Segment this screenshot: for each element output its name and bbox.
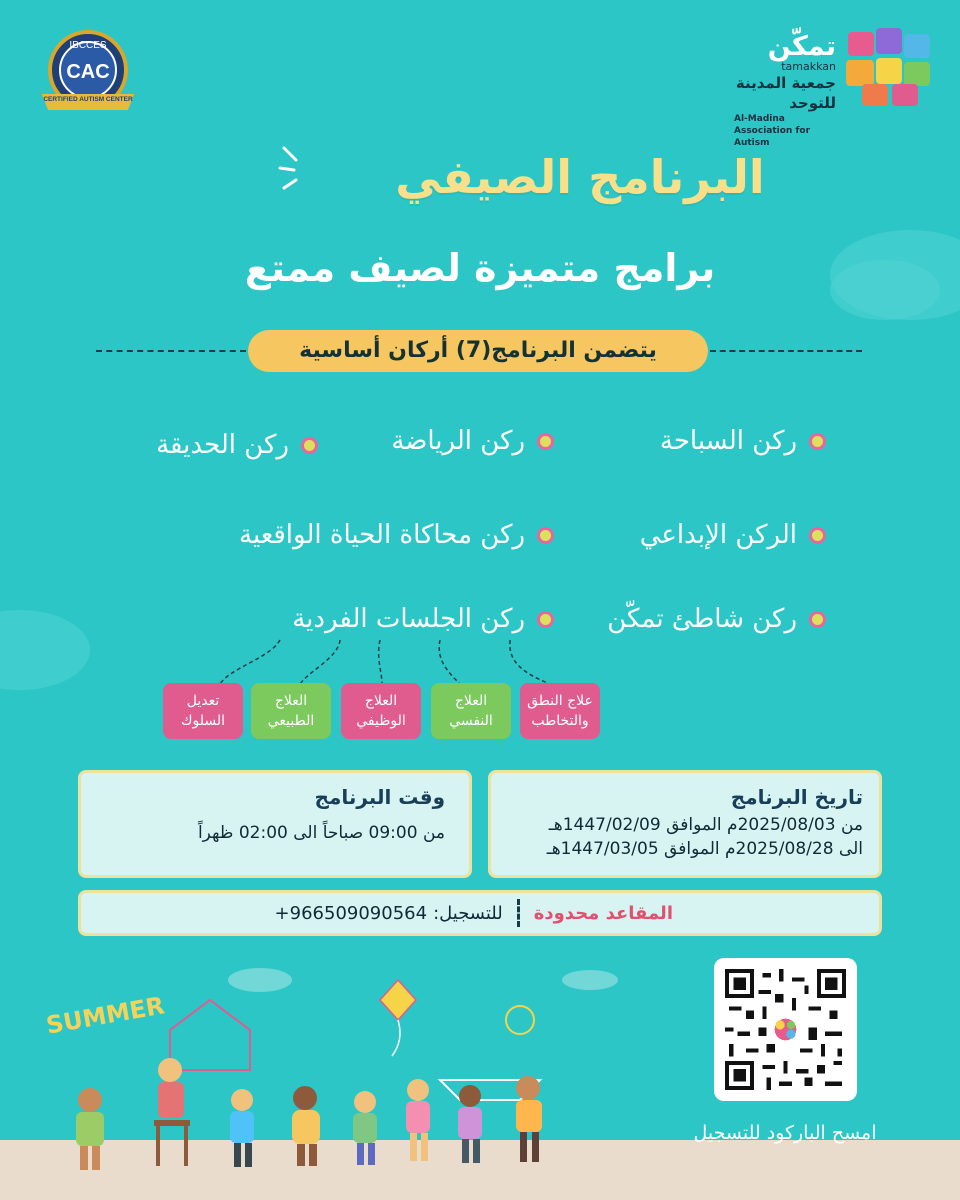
corner-label: ركن شاطئ تمكّن (607, 604, 797, 634)
summer-doodle-text: SUMMER (44, 991, 167, 1040)
bullet-icon (301, 437, 318, 454)
registration-qr-code[interactable] (714, 958, 857, 1101)
program-time-box (78, 770, 472, 878)
corner-label: ركن الجلسات الفردية (292, 604, 525, 634)
bullet-icon (537, 527, 554, 544)
components-banner (96, 330, 862, 370)
program-date-to: الى 2025/08/28م الموافق 1447/03/05هـ (546, 839, 863, 859)
therapy-tag: العلاج الوظيفي (341, 683, 421, 739)
children-drawing-illustration (20, 960, 660, 1180)
corner-label: ركن الحديقة (156, 430, 289, 460)
corner-label: ركن السباحة (659, 426, 797, 456)
corner-label: الركن الإبداعي (639, 520, 797, 550)
cert-mid-text: CAC (66, 61, 110, 83)
program-date-box (488, 770, 882, 878)
dashed-divider (710, 350, 862, 352)
program-date-from: من 2025/08/03م الموافق 1447/02/09هـ (548, 815, 863, 835)
bullet-icon (809, 527, 826, 544)
registration-label: للتسجيل: (433, 902, 503, 924)
corner-item (607, 604, 826, 634)
corner-item (391, 426, 554, 456)
page-subtitle: برامج متميزة لصيف ممتع (244, 246, 716, 290)
registration-bar (78, 890, 882, 936)
registration-phone[interactable]: +966509090564 (274, 902, 428, 924)
dashed-separator (517, 899, 520, 927)
program-date-title: تاريخ البرنامج (730, 785, 863, 809)
program-time-range: من 09:00 صباحاً الى 02:00 ظهراً (197, 823, 445, 843)
components-pill: يتضمن البرنامج(7) أركان أساسية (248, 330, 708, 372)
therapy-connector-lines (190, 636, 570, 688)
brand-logo (734, 28, 934, 148)
qr-code-icon (725, 969, 846, 1090)
corner-item (156, 430, 318, 460)
bullet-icon (537, 611, 554, 628)
page-title: البرنامج الصيفي (395, 150, 765, 204)
association-name-ar: جمعية المدينة للتوحد (735, 74, 836, 112)
cert-bottom-text: CERTIFIED AUTISM CENTER (43, 96, 133, 103)
cert-top-text: IBCCES (69, 40, 107, 51)
certified-autism-center-logo (36, 28, 140, 124)
therapy-tag: تعديل السلوك (163, 683, 243, 739)
program-time-title: وقت البرنامج (314, 785, 445, 809)
brand-name-ar: تمكّن (767, 31, 836, 62)
corner-item (292, 604, 554, 634)
association-name-en: Al-Madina Association for Autism (734, 114, 811, 148)
corner-item (239, 520, 554, 550)
limited-seats-text: المقاعد محدودة (533, 902, 673, 924)
brand-name-en: tamakkan (781, 60, 836, 73)
corner-label: ركن الرياضة (391, 426, 525, 456)
puzzle-logo-icon (844, 28, 934, 108)
bullet-icon (537, 433, 554, 450)
dashed-divider (96, 350, 246, 352)
title-block (0, 150, 960, 204)
bullet-icon (809, 611, 826, 628)
bullet-icon (809, 433, 826, 450)
sparkle-lines-icon (276, 138, 326, 198)
therapy-tag: علاج النطق والتخاطب (520, 683, 600, 739)
therapy-tag: العلاج النفسي (431, 683, 511, 739)
corner-item (640, 520, 826, 550)
therapy-tag: العلاج الطبيعي (251, 683, 331, 739)
corner-item (660, 426, 826, 456)
cloud-decoration (0, 610, 90, 690)
qr-caption: امسح الباركود للتسجيل (693, 1122, 877, 1144)
corner-label: ركن محاكاة الحياة الواقعية (239, 520, 525, 550)
